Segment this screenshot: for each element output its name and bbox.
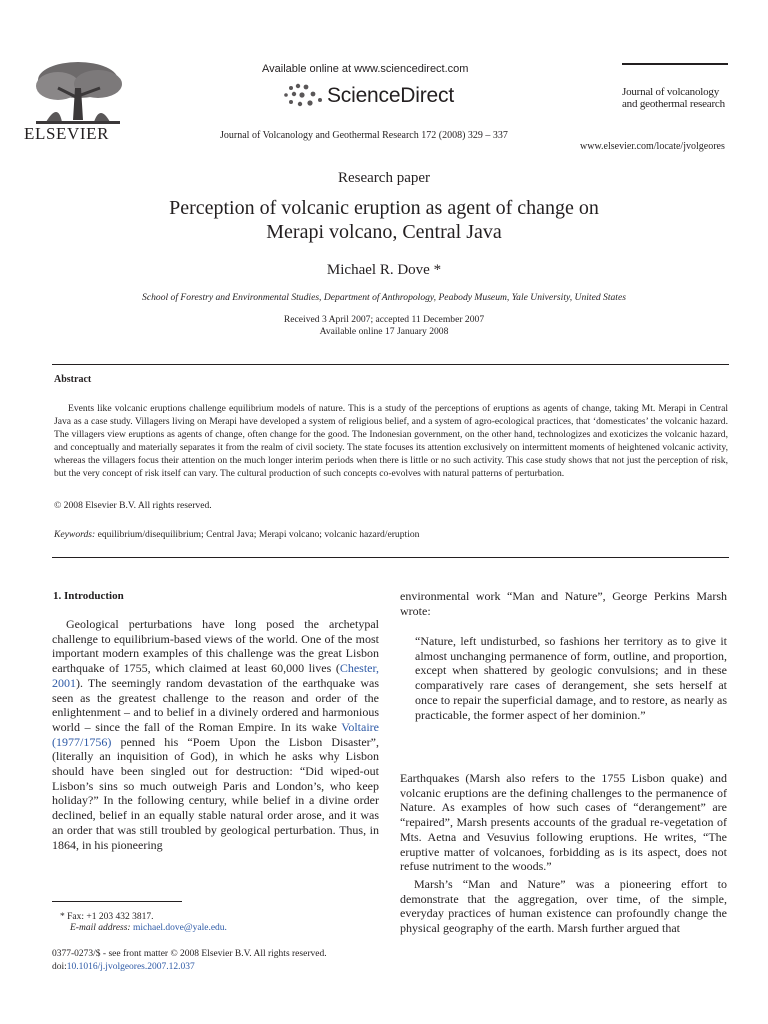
issn-footer — [52, 948, 327, 973]
abstract-copyright: © 2008 Elsevier B.V. All rights reserved. — [54, 500, 212, 511]
text-run: Geological perturbations have long posed the archetypal challenge to equilibrium-based views of the world. One of the most important modern examples of this challenge was the great Lisbon earthquake of 1755, which claimed at least 60,000 lives ( — [52, 617, 379, 676]
author-name[interactable]: Michael R. Dove — [326, 262, 430, 278]
text-run: ). The seemingly random devastation of the earthquake was seen as the greatest challenge to the reason and order of the enlightenment – and to belief in a divinely ordered and harmonious world – since the fall of the Roman Empire. In its wake — [52, 675, 379, 734]
abstract-text: Events like volcanic eruptions challenge equilibrium models of nature. This is a study of the perceptions of eruptions as agents of change, taking Mt. Merapi in Central Java as a case study. Villagers living on Merapi have developed a system of religious belief, and a system of agro-ecological practices, that ‘domesticates’ the volcanic hazard. The villagers view eruptions as agents of change, often change for the good. The Indonesian government, on the other hand, technologizes and exoticizes the volcanic hazard, and conceptually and materially separates it from the realm of civil society. The state focuses its attention exclusively on intermittent moments of heightened volcanic activity, whereas the villagers focus their attention on the much longer interim periods when there is little or no such activity. This case study shows that not just the perception of risk, but the very concept of risk itself can vary. The cultural production of such concepts co-evolves with natural patterns of perturbation. — [54, 403, 728, 479]
article-dates — [0, 314, 768, 338]
citation-link[interactable]: Voltaire (1977/1756) — [52, 719, 379, 749]
keywords-label: Keywords: — [54, 529, 96, 540]
sciencedirect-wordmark: ScienceDirect — [327, 84, 454, 107]
title-line: Merapi volcano, Central Java — [266, 221, 502, 243]
intro-paragraph — [52, 617, 379, 852]
available-online-note[interactable]: Available online at www.sciencedirect.com — [262, 63, 469, 75]
body-paragraph: environmental work “Man and Nature”, George Perkins Marsh wrote: — [400, 589, 727, 618]
publisher-wordmark: ELSEVIER — [24, 124, 110, 143]
journal-name-line: Journal of volcanology — [622, 86, 720, 98]
article-type: Research paper — [337, 170, 431, 186]
sciencedirect-dots-icon — [282, 82, 324, 110]
available-date: Available online 17 January 2008 — [319, 326, 449, 337]
author-footnote-mark[interactable]: * — [429, 262, 442, 278]
front-matter-line: 0377-0273/$ - see front matter © 2008 Elsevier B.V. All rights reserved. — [52, 949, 327, 959]
elsevier-tree-logo — [28, 58, 128, 128]
doi-link[interactable]: 10.1016/j.jvolgeores.2007.12.037 — [66, 961, 195, 972]
text-run: penned his “Poem Upon the Lisbon Disaster”, (literally an inquisition of God), in which he asks why Lisbon should have been singled out for destruction: “Did wiped-out Lisbon’s sins so much outweigh Paris and London’s, who keep holiday?” In the following century, while belief in a divine order declined, belief in an equally stable natural order arose, and it was an order that was still troubled by geological perturbation. Thus, in 1864, in his pioneering — [52, 734, 379, 852]
author-line — [0, 262, 768, 279]
keywords-list: equilibrium/disequilibrium; Central Java; Merapi volcano; volcanic hazard/eruption — [95, 529, 420, 540]
body-paragraph: Marsh’s “Man and Nature” was a pioneering effort to demonstrate that the aggregation, over time, of the simple, everyday practices of human existence can profoundly change the physical geography of the earth. Marsh further argued that — [400, 877, 727, 936]
journal-name — [622, 86, 725, 110]
email-label: E-mail address: — [70, 923, 131, 933]
journal-url[interactable]: www.elsevier.com/locate/jvolgeores — [580, 141, 725, 152]
journal-name-line: and geothermal research — [622, 98, 725, 110]
footnote-email — [70, 923, 227, 933]
journal-header-rule — [622, 63, 728, 65]
divider — [52, 557, 729, 558]
keywords — [54, 529, 419, 540]
divider — [52, 364, 729, 365]
abstract-heading: Abstract — [54, 374, 92, 385]
received-date: Received 3 April 2007; accepted 11 December 2007 — [283, 314, 485, 325]
footnote-rule — [52, 901, 182, 902]
doi-label: doi: — [52, 961, 67, 972]
email-link[interactable]: michael.dove@yale.edu. — [130, 923, 227, 933]
block-quote: “Nature, left undisturbed, so fashions her territory as to give it almost unchanging permanence of form, outline, and proportion, except when shattered by geologic convulsions; and in these comparatively rare cases of derangement, she sets herself at once to repair the superficial damage, and to restore, as nearly as practicable, the former aspect of her dominion.” — [415, 634, 727, 722]
author-affiliation: School of Forestry and Environmental Studies, Department of Anthropology, Peabody Museum, Yale University, United States — [142, 292, 626, 303]
body-paragraph: Earthquakes (Marsh also refers to the 1755 Lisbon quake) and volcanic eruptions are the defining challenges to the permanence of Nature. As examples of how such cases of “derangement” are “repaired”, Marsh presents accounts of the gradual re-vegetation of Mts. Aetna and Vesuvius following eruptions. He writes, “The eruptive matter of volcanoes, forbidding as is its aspect, does not refuse nutriment to the woods.” — [400, 771, 727, 874]
citation-link[interactable]: Chester, 2001 — [52, 661, 379, 690]
section-heading: 1. Introduction — [53, 590, 124, 602]
title-line: Perception of volcanic eruption as agent of change on — [169, 197, 599, 219]
article-title — [0, 196, 768, 244]
doi-line — [52, 961, 327, 974]
footnote-fax: * Fax: +1 203 432 3817. — [60, 912, 154, 922]
journal-citation: Journal of Volcanology and Geothermal Research 172 (2008) 329 – 337 — [220, 130, 508, 141]
